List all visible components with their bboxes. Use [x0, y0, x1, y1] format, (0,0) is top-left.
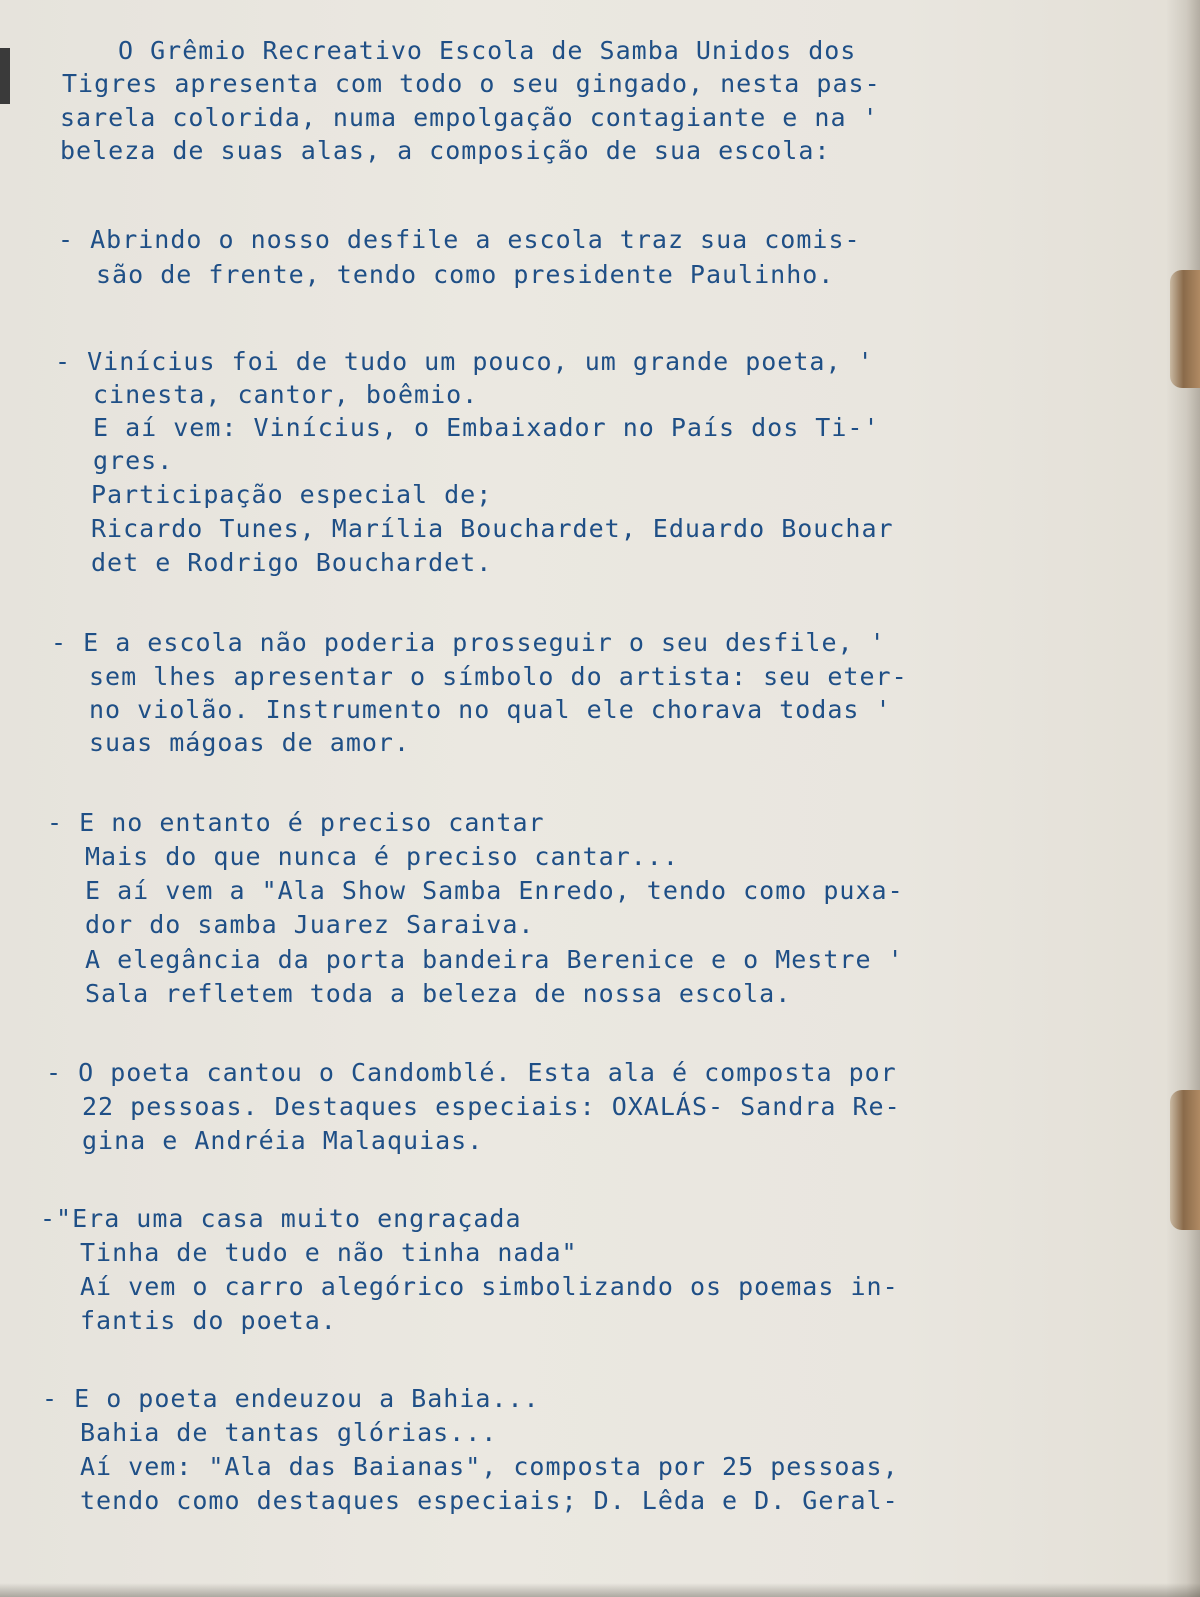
- text-line: E aí vem: Vinícius, o Embaixador no País dos Ti-': [93, 413, 880, 442]
- text-line: beleza de suas alas, a composição de sua escola:: [60, 136, 831, 165]
- text-line: - E o poeta endeuzou a Bahia...: [42, 1384, 540, 1413]
- text-line: Bahia de tantas glórias...: [80, 1418, 498, 1447]
- text-line: 22 pessoas. Destaques especiais: OXALÁS- Sandra Re-: [82, 1092, 901, 1121]
- text-line: dor do samba Juarez Saraiva.: [85, 910, 535, 939]
- text-line: fantis do poeta.: [80, 1306, 337, 1335]
- text-line: O Grêmio Recreativo Escola de Samba Unidos dos: [118, 36, 857, 65]
- text-line: tendo como destaques especiais; D. Lêda e D. Geral-: [80, 1486, 899, 1515]
- text-line: Mais do que nunca é preciso cantar...: [85, 842, 679, 871]
- text-line: - E a escola não poderia prosseguir o seu desfile, ': [51, 628, 886, 657]
- text-line: suas mágoas de amor.: [89, 728, 411, 757]
- text-line: cinesta, cantor, boêmio.: [93, 380, 479, 409]
- text-line: Tinha de tudo e não tinha nada": [80, 1238, 578, 1267]
- text-line: - E no entanto é preciso cantar: [47, 808, 545, 837]
- text-line: Tigres apresenta com todo o seu gingado, nesta pas-: [62, 69, 881, 98]
- text-line: det e Rodrigo Bouchardet.: [91, 548, 493, 577]
- text-line: -"Era uma casa muito engraçada: [40, 1204, 522, 1233]
- text-line: - Abrindo o nosso desfile a escola traz sua comis-: [58, 225, 861, 254]
- text-line: - O poeta cantou o Candomblé. Esta ala é composta por: [46, 1058, 897, 1087]
- text-line: são de frente, tendo como presidente Paulinho.: [96, 260, 835, 289]
- text-line: A elegância da porta bandeira Berenice e o Mestre ': [85, 945, 904, 974]
- text-line: sem lhes apresentar o símbolo do artista: seu eter-: [89, 662, 908, 691]
- text-line: Aí vem o carro alegórico simbolizando os poemas in-: [80, 1272, 899, 1301]
- page-bottom-edge: [0, 1583, 1200, 1597]
- text-line: E aí vem a "Ala Show Samba Enredo, tendo como puxa-: [85, 876, 904, 905]
- text-line: Sala refletem toda a beleza de nossa escola.: [85, 979, 792, 1008]
- text-line: Participação especial de;: [91, 480, 493, 509]
- text-line: - Vinícius foi de tudo um pouco, um grande poeta, ': [55, 347, 874, 376]
- text-line: Ricardo Tunes, Marília Bouchardet, Eduardo Bouchar: [91, 514, 894, 543]
- text-line: Aí vem: "Ala das Baianas", composta por 25 pessoas,: [80, 1452, 899, 1481]
- text-line: no violão. Instrumento no qual ele chorava todas ': [89, 695, 892, 724]
- text-line: gres.: [93, 446, 174, 475]
- text-line: gina e Andréia Malaquias.: [82, 1126, 484, 1155]
- text-line: sarela colorida, numa empolgação contagiante e na ': [60, 103, 879, 132]
